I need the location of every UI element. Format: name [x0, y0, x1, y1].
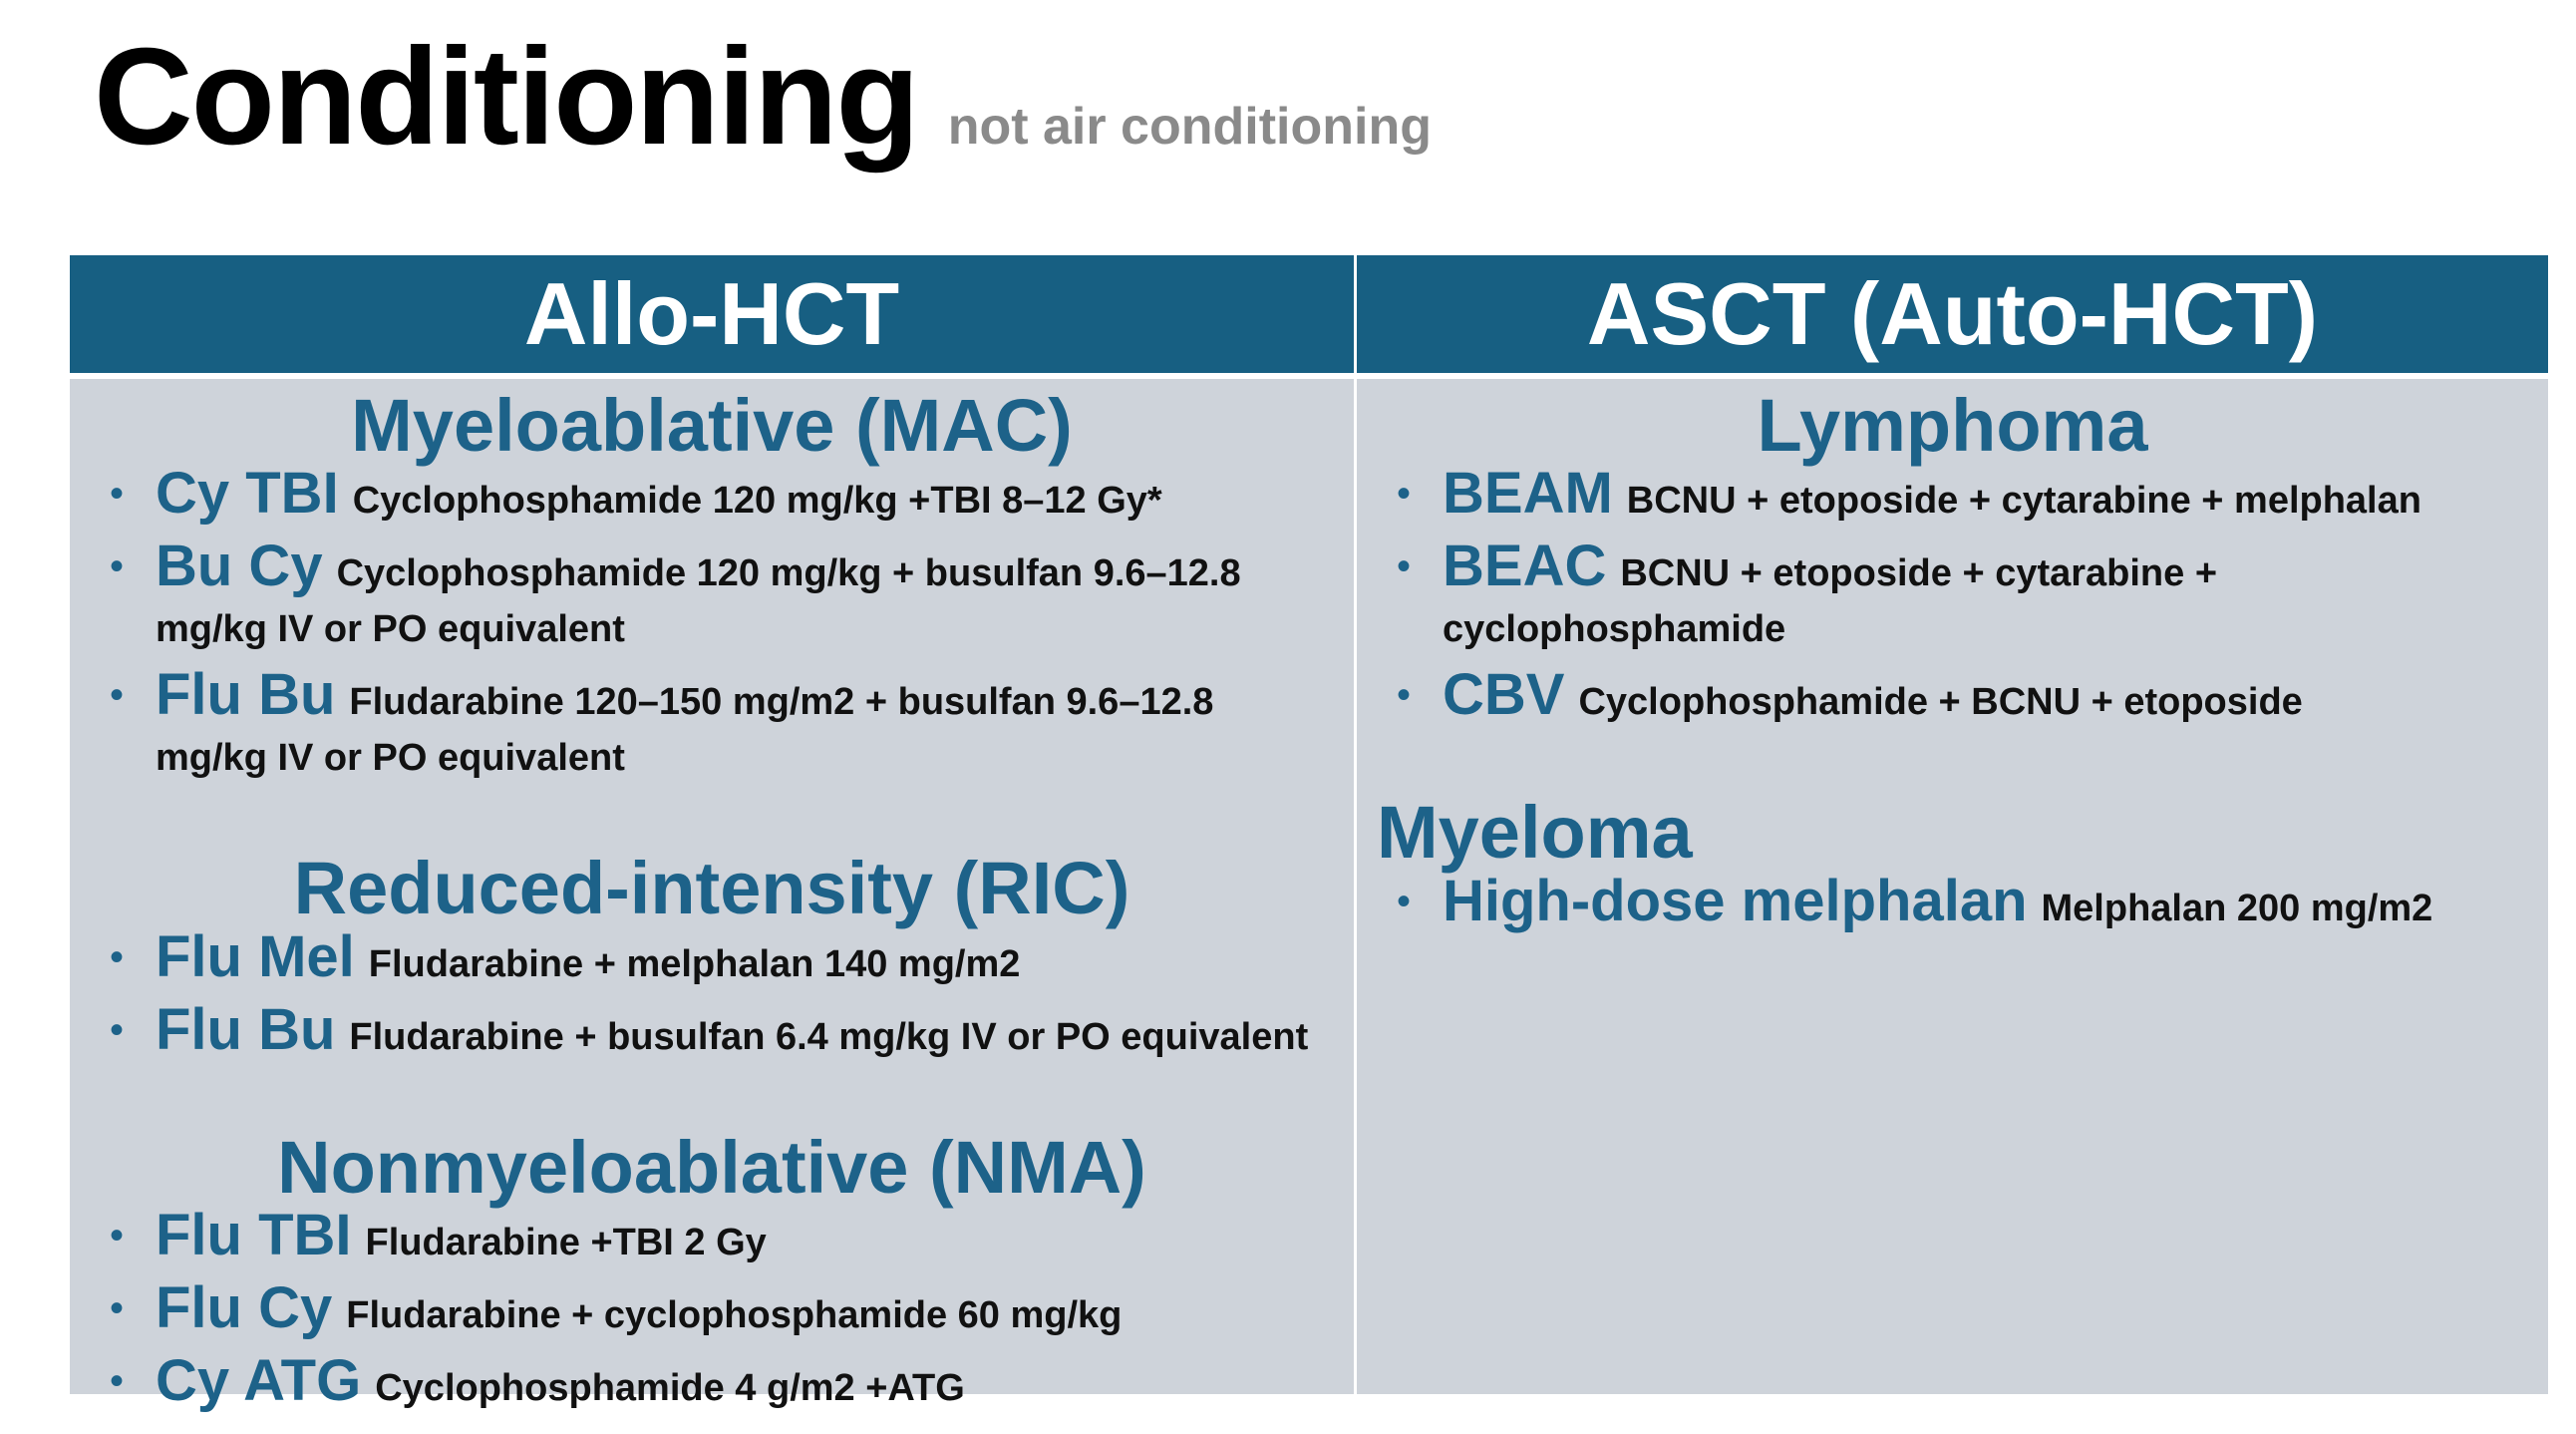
section-heading-nma: Nonmyeloablative (NMA): [277, 1125, 1146, 1209]
allo-cell: [70, 373, 1357, 1414]
bullet-icon: •: [110, 472, 125, 517]
regimen-desc: Fludarabine 120–150 mg/m2 + busulfan 9.6–12.8 mg/kg IV or PO equivalent: [156, 681, 1214, 780]
regimen-desc: Fludarabine + melphalan 140 mg/m2: [368, 942, 1021, 985]
bullet-icon: •: [1397, 544, 1412, 589]
regimen-list-mac: [90, 461, 1334, 790]
list-item: [90, 662, 1334, 790]
regimen-desc: Cyclophosphamide + BCNU + etoposide: [1578, 681, 2303, 724]
section-heading-myeloma: Myeloma: [1377, 791, 1693, 875]
list-item: [1377, 868, 2528, 940]
slide-title: [94, 18, 1432, 177]
bullet-icon: •: [110, 673, 125, 718]
regimen-abbr: BEAC: [1443, 534, 1607, 599]
regimen-abbr: BEAM: [1443, 461, 1613, 527]
bullet-icon: •: [1397, 673, 1412, 718]
regimen-desc: BCNU + etoposide + cytarabine + melphalan: [1626, 480, 2421, 523]
bullet-icon: •: [1397, 879, 1412, 923]
regimen-desc: Fludarabine +TBI 2 Gy: [365, 1222, 767, 1264]
bullet-icon: •: [110, 1214, 125, 1258]
regimen-desc: BCNU + etoposide + cytarabine + cyclophosphamide: [1443, 552, 2218, 651]
list-item: [90, 923, 1334, 996]
regimen-desc: Melphalan 200 mg/m2: [2041, 887, 2433, 929]
regimen-desc: Cyclophosphamide 120 mg/kg +TBI 8–12 Gy*: [352, 480, 1162, 523]
bullet-icon: •: [110, 934, 125, 979]
regimen-abbr: CBV: [1443, 662, 1565, 728]
conditioning-table: [70, 255, 2548, 1414]
column-header-auto: ASCT (Auto-HCT): [1357, 255, 2548, 373]
bullet-icon: •: [110, 1007, 125, 1052]
regimen-abbr: Cy ATG: [156, 1348, 362, 1414]
list-item: [1377, 534, 2528, 661]
section-heading-ric: Reduced-intensity (RIC): [293, 847, 1130, 930]
regimen-abbr: Flu Bu: [156, 662, 336, 728]
list-item: [90, 1203, 1334, 1274]
regimen-list-nma: [90, 1203, 1334, 1420]
regimen-desc: Fludarabine + cyclophosphamide 60 mg/kg: [346, 1294, 1123, 1337]
list-item: [90, 1275, 1334, 1347]
list-item: [90, 461, 1334, 533]
regimen-abbr: High-dose melphalan: [1443, 868, 2028, 933]
regimen-list-myeloma: [1377, 868, 2528, 940]
regimen-desc: Cyclophosphamide 120 mg/kg + busulfan 9.6–12.8 mg/kg IV or PO equivalent: [156, 552, 1241, 651]
regimen-abbr: Flu Bu: [156, 996, 336, 1062]
bullet-icon: •: [110, 544, 125, 589]
regimen-list-ric: [90, 923, 1334, 1069]
section-heading-lymphoma: Lymphoma: [1757, 384, 2148, 467]
regimen-desc: Cyclophosphamide 4 g/m2 +ATG: [375, 1367, 965, 1410]
regimen-abbr: Flu TBI: [156, 1203, 352, 1268]
page-title: Conditioning: [94, 20, 918, 174]
list-item: [90, 996, 1334, 1069]
bullet-icon: •: [110, 1286, 125, 1331]
list-item: [90, 1348, 1334, 1420]
regimen-abbr: Bu Cy: [156, 534, 323, 599]
regimen-abbr: Flu Cy: [156, 1275, 333, 1341]
bullet-icon: •: [110, 1359, 125, 1404]
regimen-list-lymphoma: [1377, 461, 2528, 734]
auto-cell: [1357, 373, 2548, 1394]
column-header-allo: Allo-HCT: [70, 255, 1357, 373]
regimen-abbr: Flu Mel: [156, 923, 355, 989]
bullet-icon: •: [1397, 472, 1412, 517]
list-item: [1377, 662, 2528, 734]
list-item: [1377, 461, 2528, 533]
section-heading-mac: Myeloablative (MAC): [351, 384, 1073, 467]
list-item: [90, 534, 1334, 661]
regimen-desc: Fludarabine + busulfan 6.4 mg/kg IV or PO equivalent: [349, 1015, 1309, 1058]
page-subtitle: not air conditioning: [947, 98, 1432, 156]
regimen-abbr: Cy TBI: [156, 461, 339, 527]
